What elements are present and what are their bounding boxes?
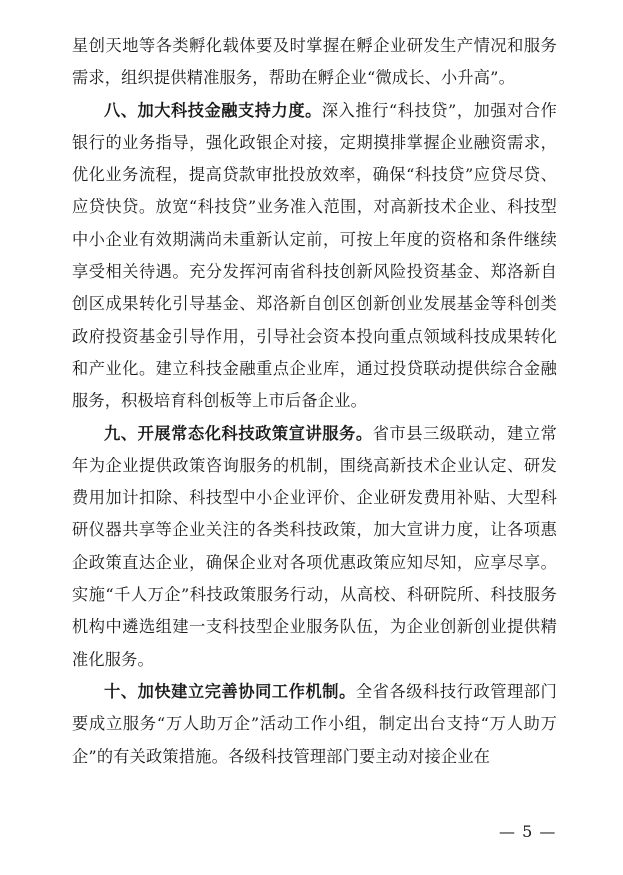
paragraph-text: 全省各级科技行政管理部门要成立服务“万人助万企”活动工作小组，制定出台支持“万人助万企”的有关政策措施。各级科技管理部门要主动对接企业在: [72, 681, 557, 766]
section-heading-9: 九、开展常态化科技政策宣讲服务。: [104, 423, 373, 443]
paragraph-section-8: [72, 95, 557, 418]
paragraph-text: 深入推行“科技贷”，加强对合作银行的业务指导，强化政银企对接，定期摸排掌握企业融资需求，优化业务流程，提高贷款审批投放效率，确保“科技贷”应贷尽贷、应贷快贷。放宽“科技贷”业务准入范围，对高新技术企业、科技型中小企业有效期满尚未重新认定前，可按上年度的资格和条件继续享受相关待遇。充分发挥河南省科技创新风险投资基金、郑洛新自创区成果转化引导基金、郑洛新自创区创新创业发展基金等科创类政府投资基金引导作用，引导社会资本投向重点领域科技成果转化和产业化。建立科技金融重点企业库，通过投贷联动提供综合金融服务，积极培育科创板等上市后备企业。: [72, 100, 557, 411]
page-number: — 5 —: [499, 822, 557, 841]
document-body: [72, 30, 557, 773]
section-heading-8: 八、加大科技金融支持力度。: [104, 100, 322, 120]
paragraph-section-9: [72, 418, 557, 676]
paragraph-continuation: [72, 30, 557, 95]
paragraph-section-10: [72, 676, 557, 773]
paragraph-text: 星创天地等各类孵化载体要及时掌握在孵企业研发生产情况和服务需求，组织提供精准服务，帮助在孵企业“微成长、小升高”。: [72, 36, 557, 88]
paragraph-text: 省市县三级联动，建立常年为企业提供政策咨询服务的机制，围绕高新技术企业认定、研发费用加计扣除、科技型中小企业评价、企业研发费用补贴、大型科研仪器共享等企业关注的各类科技政策，加大宣讲力度，让各项惠企政策直达企业，确保企业对各项优惠政策应知尽知，应享尽享。实施“千人万企”科技政策服务行动，从高校、科研院所、科技服务机构中遴选组建一支科技型企业服务队伍，为企业创新创业提供精准化服务。: [72, 423, 557, 669]
section-heading-10: 十、加快建立完善协同工作机制。: [104, 681, 356, 701]
